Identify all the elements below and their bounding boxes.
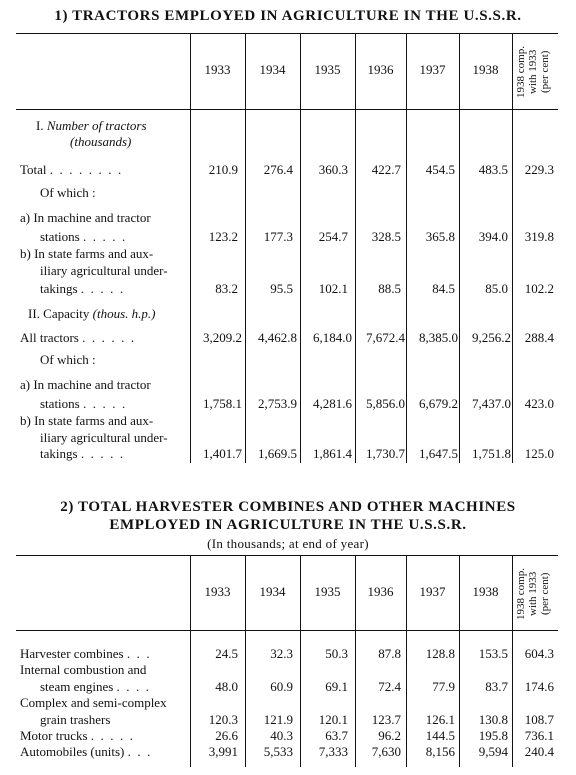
t1-cell: 85.0 — [485, 281, 508, 296]
t2-row-label: Complex and semi-complex — [20, 695, 167, 710]
t2-row-label-cont: grain trashers — [40, 712, 111, 727]
table1-title: 1) TRACTORS EMPLOYED IN AGRICULTURE IN THE U.S.S.R. — [54, 8, 522, 24]
t2-year-header: 1935 — [314, 584, 341, 599]
t2-cell: 604.3 — [524, 646, 554, 661]
t2-year-header: 1938 — [472, 584, 499, 599]
t2-row-label-text: Motor trucks — [20, 728, 88, 743]
t1-row-label-text: All tractors — [20, 330, 79, 345]
t1-row-label-cont: stations . . . . . — [40, 229, 126, 244]
t1-cell: 254.7 — [318, 229, 348, 244]
t2-cell: 83.7 — [485, 679, 508, 694]
t1-row-label-text: stations — [40, 229, 80, 244]
t2-comp-header-3: (per cent) — [539, 572, 551, 616]
t2-cell: 126.1 — [425, 712, 455, 727]
t1-cell: 365.8 — [425, 229, 455, 244]
t2-cell: 9,594 — [478, 744, 508, 759]
t1-cell: 6,184.0 — [313, 330, 352, 345]
t1-cell: 83.2 — [215, 281, 238, 296]
t2-cell: 120.3 — [208, 712, 238, 727]
t2-cell: 26.6 — [215, 728, 238, 743]
t2-cell: 240.4 — [524, 744, 554, 759]
t1-row-label-text: stations — [40, 396, 80, 411]
t1-cell: 6,679.2 — [419, 396, 458, 411]
t1-cell: 177.3 — [263, 229, 293, 244]
t1-comp-header-1: 1938 comp. — [515, 46, 527, 98]
t2-cell: 87.8 — [378, 646, 401, 661]
t1-section1-label — [36, 118, 147, 134]
t2-row-label-text: Automobiles (units) — [20, 744, 125, 759]
t2-cell: 69.1 — [325, 679, 348, 694]
t1-row-label-text: takings — [40, 281, 78, 296]
t2-cell: 63.7 — [325, 728, 348, 743]
t1-comp-header-2: with 1933 — [527, 49, 539, 95]
t1-year-header: 1935 — [314, 62, 341, 77]
t2-cell: 144.5 — [425, 728, 455, 743]
t2-cell: 174.6 — [524, 679, 554, 694]
t1-cell: 8,385.0 — [419, 330, 458, 345]
t1-year-header: 1937 — [419, 62, 446, 77]
t2-cell: 7,630 — [371, 744, 401, 759]
t1-col-divider — [459, 33, 460, 463]
t1-cell: 88.5 — [378, 281, 401, 296]
t1-cell: 4,281.6 — [313, 396, 352, 411]
t1-cell: 102.2 — [524, 281, 554, 296]
t1-cell: 1,401.7 — [203, 446, 242, 461]
t2-cell: 77.9 — [432, 679, 455, 694]
table2-title-line1: 2) TOTAL HARVESTER COMBINES AND OTHER MACHINES — [60, 499, 516, 515]
table1-header-rule — [16, 109, 558, 110]
t2-row-label-cont: steam engines . . . . — [40, 679, 150, 694]
t1-cell: 422.7 — [371, 162, 401, 177]
t1-cell: 3,209.2 — [203, 330, 242, 345]
t1-cell: 276.4 — [263, 162, 293, 177]
t1-year-header: 1936 — [367, 62, 394, 77]
t1-cell: 4,462.8 — [258, 330, 297, 345]
t1-cell: 102.1 — [318, 281, 348, 296]
t1-cell: 7,437.0 — [472, 396, 511, 411]
t2-cell: 128.8 — [425, 646, 455, 661]
table2-header-rule — [16, 630, 558, 631]
t1-cell: 123.2 — [208, 229, 238, 244]
t1-year-header: 1938 — [472, 62, 499, 77]
t2-comp-header-2: with 1933 — [527, 571, 539, 617]
t1-row-label-cont: takings . . . . . — [40, 281, 124, 296]
t2-row-label-text: Harvester combines — [20, 646, 124, 661]
t1-row-label: b) In state farms and aux- — [20, 413, 154, 428]
t1-section2-unit: (thous. h.p.) — [92, 306, 156, 321]
t1-cell: 9,256.2 — [472, 330, 511, 345]
t1-section1-unit: (thousands) — [70, 134, 132, 149]
t2-cell: 50.3 — [325, 646, 348, 661]
t1-cell: 2,753.9 — [258, 396, 297, 411]
t2-row-label-text: steam engines — [40, 679, 114, 694]
t1-col-divider — [190, 33, 191, 463]
t1-cell: 394.0 — [478, 229, 508, 244]
t1-cell: 319.8 — [524, 229, 554, 244]
t2-cell: 3,991 — [208, 744, 238, 759]
t2-cell: 72.4 — [378, 679, 401, 694]
table2-top-rule — [16, 555, 558, 556]
t2-cell: 120.1 — [318, 712, 348, 727]
t2-cell: 40.3 — [270, 728, 293, 743]
t2-cell: 123.7 — [371, 712, 401, 727]
t1-cell: 454.5 — [425, 162, 455, 177]
t1-cell: 328.5 — [371, 229, 401, 244]
t2-year-header: 1933 — [204, 584, 231, 599]
t2-cell: 130.8 — [478, 712, 508, 727]
t2-year-header: 1934 — [259, 584, 286, 599]
t2-cell: 24.5 — [215, 646, 238, 661]
t1-year-header: 1934 — [259, 62, 286, 77]
table1-top-rule — [16, 33, 558, 34]
t2-col-divider — [512, 555, 513, 767]
t2-cell: 121.9 — [263, 712, 293, 727]
t1-cell: 210.9 — [208, 162, 238, 177]
t1-year-header: 1933 — [204, 62, 231, 77]
t1-cell: 229.3 — [524, 162, 554, 177]
t2-cell: 195.8 — [478, 728, 508, 743]
t2-cell: 7,333 — [318, 744, 348, 759]
t1-row-label-cont: stations . . . . . — [40, 396, 126, 411]
t2-row-label: Internal combustion and — [20, 662, 147, 677]
t1-cell: 1,861.4 — [313, 446, 352, 461]
t1-section2-label — [28, 306, 155, 322]
t1-row-label: Total . . . . . . . . — [20, 162, 122, 177]
t1-cell: 1,669.5 — [258, 446, 297, 461]
t2-row-label: Harvester combines . . . — [20, 646, 150, 661]
t1-cell: 1,758.1 — [203, 396, 242, 411]
t1-cell: 84.5 — [432, 281, 455, 296]
t1-cell: 483.5 — [478, 162, 508, 177]
t1-row-label-text: Total — [20, 162, 47, 177]
t2-cell: 8,156 — [425, 744, 455, 759]
t1-row-label: b) In state farms and aux- — [20, 246, 154, 261]
t2-row-label: Automobiles (units) . . . — [20, 744, 151, 759]
t1-row-label-text: takings — [40, 446, 78, 461]
t1-cell: 1,751.8 — [472, 446, 511, 461]
t1-comp-header-3: (per cent) — [539, 50, 551, 94]
t1-row-label-cont: takings . . . . . — [40, 446, 124, 461]
t2-cell: 32.3 — [270, 646, 293, 661]
t1-section1-title: Number of tractors — [46, 118, 147, 133]
t1-row-label: a) In machine and tractor — [20, 377, 151, 392]
t1-col-divider — [300, 33, 301, 463]
t1-cell: 423.0 — [524, 396, 554, 411]
t1-cell: 5,856.0 — [366, 396, 405, 411]
t1-section1-num: I. — [36, 118, 44, 133]
t2-year-header: 1936 — [367, 584, 394, 599]
t2-comp-header-1: 1938 comp. — [515, 568, 527, 620]
t2-cell: 60.9 — [270, 679, 293, 694]
t1-of-which: Of which : — [40, 352, 96, 367]
t2-cell: 736.1 — [524, 728, 554, 743]
t1-col-divider — [406, 33, 407, 463]
t2-cell: 48.0 — [215, 679, 238, 694]
t1-cell: 1,730.7 — [366, 446, 405, 461]
t1-col-divider — [245, 33, 246, 463]
t1-cell: 1,647.5 — [419, 446, 458, 461]
table2-subtitle: (In thousands; at end of year) — [207, 536, 369, 551]
t1-cell: 125.0 — [524, 446, 554, 461]
t1-col-divider — [355, 33, 356, 463]
t1-section2-title: II. Capacity — [28, 306, 90, 321]
t1-cell: 360.3 — [318, 162, 348, 177]
t2-cell: 96.2 — [378, 728, 401, 743]
t1-row-label-cont: iliary agricultural under- — [40, 430, 168, 445]
table2-title-line2: EMPLOYED IN AGRICULTURE IN THE U.S.S.R. — [109, 517, 467, 533]
t2-cell: 153.5 — [478, 646, 508, 661]
t1-cell: 288.4 — [524, 330, 554, 345]
t2-row-label: Motor trucks . . . . . — [20, 728, 134, 743]
t1-of-which: Of which : — [40, 185, 96, 200]
t1-col-divider — [512, 33, 513, 463]
t2-cell: 5,533 — [263, 744, 293, 759]
t2-year-header: 1937 — [419, 584, 446, 599]
t2-cell: 108.7 — [524, 712, 554, 727]
t1-row-label: All tractors . . . . . . — [20, 330, 135, 345]
t1-row-label-cont: iliary agricultural under- — [40, 263, 168, 278]
t1-cell: 7,672.4 — [366, 330, 405, 345]
t1-cell: 95.5 — [270, 281, 293, 296]
t1-row-label: a) In machine and tractor — [20, 210, 151, 225]
